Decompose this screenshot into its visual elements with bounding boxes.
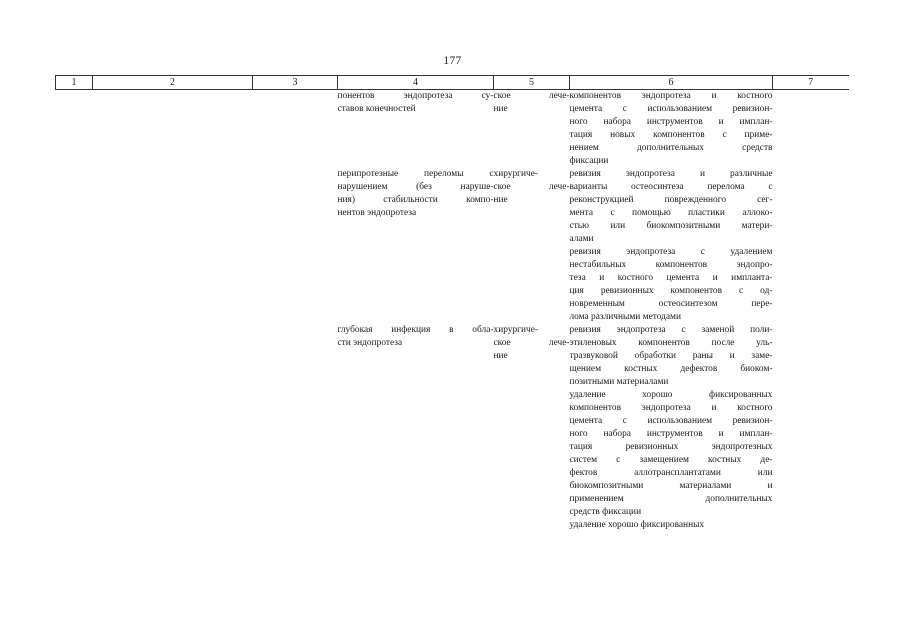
cell-col-5 xyxy=(494,324,570,532)
cell-line: лома различными методами xyxy=(569,312,681,322)
cell-line: ние xyxy=(493,351,508,361)
cell-col-3 xyxy=(253,168,338,324)
document-table xyxy=(55,75,849,532)
cell-line: биокомпозитными материалами и xyxy=(569,481,773,491)
cell-col-2 xyxy=(93,90,253,169)
cell-line: ставов конечностей xyxy=(337,104,416,114)
cell-line: ревизия эндопротеза и различные xyxy=(569,169,773,179)
cell-col-6 xyxy=(570,168,773,324)
cell-col-1 xyxy=(56,90,93,169)
column-number-4: 4 xyxy=(338,76,494,90)
table-row xyxy=(56,324,849,532)
column-number-row xyxy=(56,76,849,90)
cell-line: удаление хорошо фиксированных xyxy=(569,390,773,400)
page-number: 177 xyxy=(443,55,462,67)
cell-line: ревизия эндопротеза с заменой поли- xyxy=(569,325,773,335)
cell-line: глубокая инфекция в обла- xyxy=(337,325,494,335)
cell-line: сти эндопротеза xyxy=(337,338,403,348)
cell-col-6 xyxy=(570,324,773,532)
column-number-3: 3 xyxy=(253,76,338,90)
cell-line: мента с помощью пластики аллоко- xyxy=(569,208,773,218)
cell-line: применением дополнительных xyxy=(569,494,773,504)
cell-line: удаление хорошо фиксированных xyxy=(569,520,705,530)
cell-line: реконструкцией поврежденного сег- xyxy=(569,195,773,205)
cell-line: тация ревизионных эндопротезных xyxy=(569,442,773,452)
cell-col-5 xyxy=(494,168,570,324)
cell-line: теза и костного цемента и импланта- xyxy=(569,273,773,283)
cell-line: ское лече- xyxy=(493,91,570,101)
cell-col-3 xyxy=(253,324,338,532)
cell-line: хирургиче- xyxy=(493,169,539,179)
cell-line: позитными материалами xyxy=(569,377,669,387)
table-row xyxy=(56,168,849,324)
cell-col-5 xyxy=(494,90,570,169)
cell-line: ция ревизионных компонентов с од- xyxy=(569,286,773,296)
cell-line: компонентов эндопротеза и костного xyxy=(569,91,773,101)
cell-line: нением дополнительных средств xyxy=(569,143,773,153)
cell-line: хирургиче- xyxy=(493,325,539,335)
cell-col-1 xyxy=(56,168,93,324)
column-number-6: 6 xyxy=(570,76,773,90)
cell-col-4 xyxy=(338,324,494,532)
cell-line: новременным остеосинтезом пере- xyxy=(569,299,773,309)
cell-line: перипротезные переломы с xyxy=(337,169,494,179)
cell-col-1 xyxy=(56,324,93,532)
cell-line: щением костных дефектов биоком- xyxy=(569,364,773,374)
cell-col-7 xyxy=(773,168,849,324)
cell-line: ния) стабильности компо- xyxy=(337,195,494,205)
cell-line: ного набора инструментов и имплан- xyxy=(569,429,773,439)
cell-col-6 xyxy=(570,90,773,169)
cell-line: фиксации xyxy=(569,156,609,166)
cell-line: стью или биокомпозитными матери- xyxy=(569,221,773,231)
column-number-7: 7 xyxy=(773,76,849,90)
cell-line: средств фиксации xyxy=(569,507,642,517)
cell-col-3 xyxy=(253,90,338,169)
cell-line: фектов аллотрансплантатами или xyxy=(569,468,773,478)
cell-line: варианты остеосинтеза перелома с xyxy=(569,182,773,192)
cell-col-2 xyxy=(93,168,253,324)
cell-line: этиленовых компонентов после уль- xyxy=(569,338,773,348)
cell-line: нентов эндопротеза xyxy=(337,208,417,218)
table-body xyxy=(56,90,849,533)
cell-line: тация новых компонентов с приме- xyxy=(569,130,773,140)
cell-line: систем с замещением костных де- xyxy=(569,455,773,465)
cell-line: ское лече- xyxy=(493,338,570,348)
cell-line: цемента с использованием ревизион- xyxy=(569,416,773,426)
cell-line: алами xyxy=(569,234,594,244)
cell-line: нестабильных компонентов эндопро- xyxy=(569,260,773,270)
column-number-1: 1 xyxy=(56,76,93,90)
column-number-2: 2 xyxy=(93,76,253,90)
cell-line: компонентов эндопротеза и костного xyxy=(569,403,773,413)
column-number-5: 5 xyxy=(494,76,570,90)
cell-line: понентов эндопротеза су- xyxy=(337,91,494,101)
cell-col-7 xyxy=(773,90,849,169)
cell-line: нарушением (без наруше- xyxy=(337,182,494,192)
table-row xyxy=(56,90,849,169)
cell-line: ние xyxy=(493,195,508,205)
cell-col-4 xyxy=(338,90,494,169)
cell-line: цемента с использованием ревизион- xyxy=(569,104,773,114)
cell-col-7 xyxy=(773,324,849,532)
cell-line: ного набора инструментов и имплан- xyxy=(569,117,773,127)
cell-line: тразвуковой обработки раны и заме- xyxy=(569,351,773,361)
cell-col-2 xyxy=(93,324,253,532)
cell-line: ревизия эндопротеза с удалением xyxy=(569,247,773,257)
cell-line: ское лече- xyxy=(493,182,570,192)
cell-line: ние xyxy=(493,104,508,114)
cell-col-4 xyxy=(338,168,494,324)
